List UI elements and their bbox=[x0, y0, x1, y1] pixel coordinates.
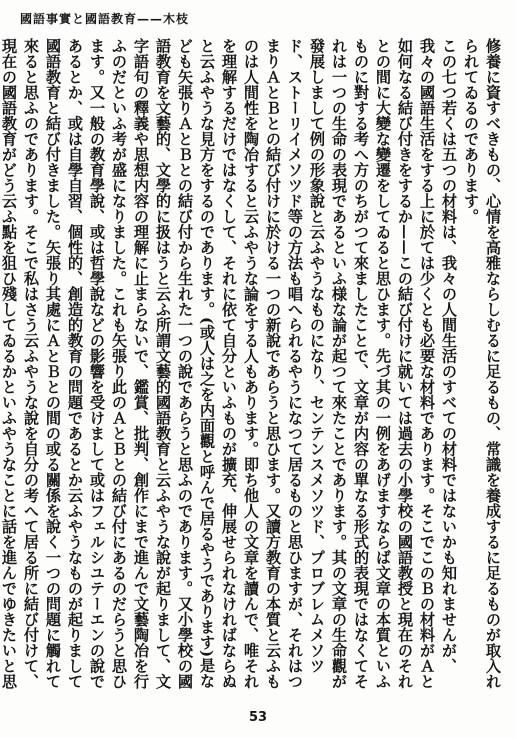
paragraph: 修養に資すべきもの、心情を高雅ならしむるに足るもの、常識を養成するに足るものが取入れられてゐるのであります。 bbox=[462, 38, 502, 689]
body-text bbox=[0, 38, 504, 698]
running-header: 國語事實と國語教育——木枝 bbox=[20, 12, 190, 26]
paragraph: この七つ若くは五つの材料は、我々の人間生活のすべての材料ではないかも知れませんが、我々の國語生活をする上に於ては少くとも必要な材料であります。そこでこのＢの材料がＡと如何なる結び付きをするか——この結び付けに就いては過去の小學校の國語教授と現在のそれとの間に大變な變遷をしてゐると思ひます。先づ其の一例をあげますならば文章の本質といふものに對する考へ方のちがつて來ましたことで、文章が内容の單なる形式的表現ではなくてそれは一つの生命の表現であるといふ様な論が起つて來たことであります。其の文章の生命觀が發展しまして例の形象說と云ふやうなものになり、センテンスメソツド、プロブレムメソツド、ストーリイメソツド等の方法も唱へられるやうになつて居るものと思ひますが、それはつまりＡとＢとの結び付けに於ける一つの新說であらうと思ひます。又讀方教育の本質と云ふものは人間性を陶冶すると云ふやうな論をする人もあります。即ち他人の文章を讀んで、唯それを理解するだけではなくして、それに依て自分といふものが擴充、伸展せられなければならぬと云ふやうな見方をするのであります。(或人は之を内面觀と呼んで居るやうであります)是なども矢張りＡとＢとの結び付から生れた一つの說であらうと思ふのであります。又小學校の國語教育を文藝的、文學的に扱はうと云ふ所謂文藝的國語教育と云ふやうな說が起りまして、文字語句の釋義や思想内容の理解に止まらないで、鑑賞、批判、創作にまで進んで文藝陶冶を行ふのだといふ考が盛になりました。これも矢張り此のＡとＢとの結び付にあるのだらうと思ひます。又一般の教育學說、或は哲學說などの影響を受けまして或はフェルシユテーエンの說であるとか、或は自學自習、個性的、創造的教育の問題であるとか云ふやうなものが起りまして國語教育と結び付きました。矢張り其處にＡとＢとの間の或る關係を說く一つの問題に觸れて來ると思ふのであります。そこで私はさう云ふやうな說を自分の考へて居る所に結び付けて、現在の國語教育がどう云ふ點を狙ひ殘してゐるかといふやうなことに話を進んでゆきたいと思 bbox=[0, 38, 458, 689]
page-number: 53 bbox=[248, 710, 268, 725]
